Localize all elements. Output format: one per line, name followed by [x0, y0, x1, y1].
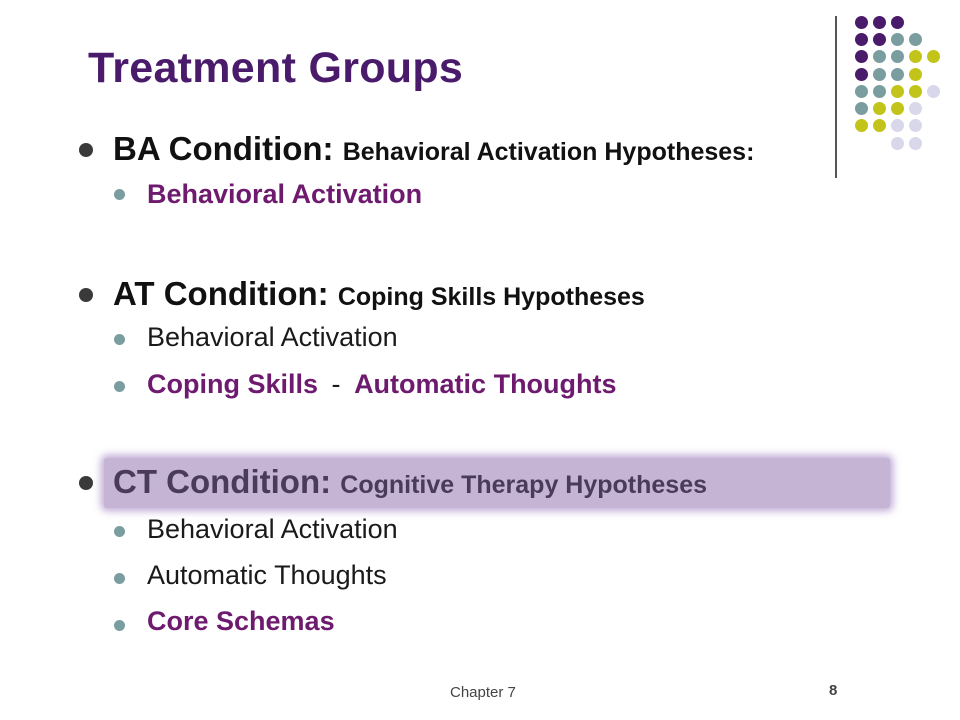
decor-dot	[909, 50, 922, 63]
decor-dot	[909, 68, 922, 81]
decor-dot	[891, 50, 904, 63]
bullet-icon	[114, 189, 125, 200]
decor-dot	[855, 50, 868, 63]
decor-dot	[927, 85, 940, 98]
decor-dot	[891, 137, 904, 150]
decor-dot	[909, 119, 922, 132]
decor-dot	[855, 33, 868, 46]
bullet-icon	[114, 334, 125, 345]
decor-dot	[855, 102, 868, 115]
divider-line	[835, 16, 837, 178]
at-condition-heading	[113, 275, 645, 313]
bullet-icon	[79, 476, 93, 490]
automatic-thoughts-text: Automatic Thoughts	[354, 369, 617, 399]
ct-item-automatic-thoughts: Automatic Thoughts	[147, 560, 387, 590]
decor-dot	[855, 68, 868, 81]
decor-dot	[891, 33, 904, 46]
at-item-coping-skills	[147, 369, 617, 400]
bullet-icon	[114, 381, 125, 392]
ct-item-behavioral-activation: Behavioral Activation	[147, 514, 398, 544]
ba-condition-heading	[113, 130, 754, 168]
ba-condition-hypotheses: Behavioral Activation Hypotheses:	[342, 138, 755, 166]
bullet-icon	[79, 143, 93, 157]
decor-dot	[873, 68, 886, 81]
ba-item-behavioral-activation: Behavioral Activation	[147, 179, 423, 209]
decor-dot	[873, 85, 886, 98]
at-item-behavioral-activation: Behavioral Activation	[147, 322, 398, 352]
slide-title: Treatment Groups	[88, 44, 464, 92]
decor-dot	[873, 50, 886, 63]
at-condition-hypotheses: Coping Skills Hypotheses	[337, 283, 645, 311]
decor-dot	[909, 102, 922, 115]
ct-condition-label: CT Condition:	[113, 463, 332, 500]
decor-dot	[909, 85, 922, 98]
decor-dot	[873, 33, 886, 46]
decor-dot	[873, 102, 886, 115]
bullet-icon	[114, 620, 125, 631]
ct-condition-heading	[113, 463, 707, 501]
ct-condition-hypotheses: Cognitive Therapy Hypotheses	[340, 471, 708, 499]
decor-dot	[855, 85, 868, 98]
footer-chapter: Chapter 7	[450, 684, 516, 701]
coping-skills-text: Coping Skills	[147, 369, 319, 399]
decor-dot	[873, 119, 886, 132]
decor-dot	[909, 33, 922, 46]
page-number: 8	[829, 682, 838, 699]
decor-dot	[909, 137, 922, 150]
decor-dot	[891, 16, 904, 29]
item-separator: -	[331, 369, 341, 399]
at-condition-label: AT Condition:	[113, 275, 329, 312]
decor-dot	[891, 119, 904, 132]
bullet-icon	[114, 526, 125, 537]
decor-dot	[855, 119, 868, 132]
decor-dot	[891, 102, 904, 115]
decor-dot	[927, 50, 940, 63]
bullet-icon	[114, 573, 125, 584]
decor-dot	[873, 16, 886, 29]
decor-dot	[855, 16, 868, 29]
ct-item-core-schemas: Core Schemas	[147, 606, 335, 636]
ba-condition-label: BA Condition:	[113, 130, 334, 167]
bullet-icon	[79, 288, 93, 302]
decor-dot	[891, 68, 904, 81]
decor-dot	[891, 85, 904, 98]
